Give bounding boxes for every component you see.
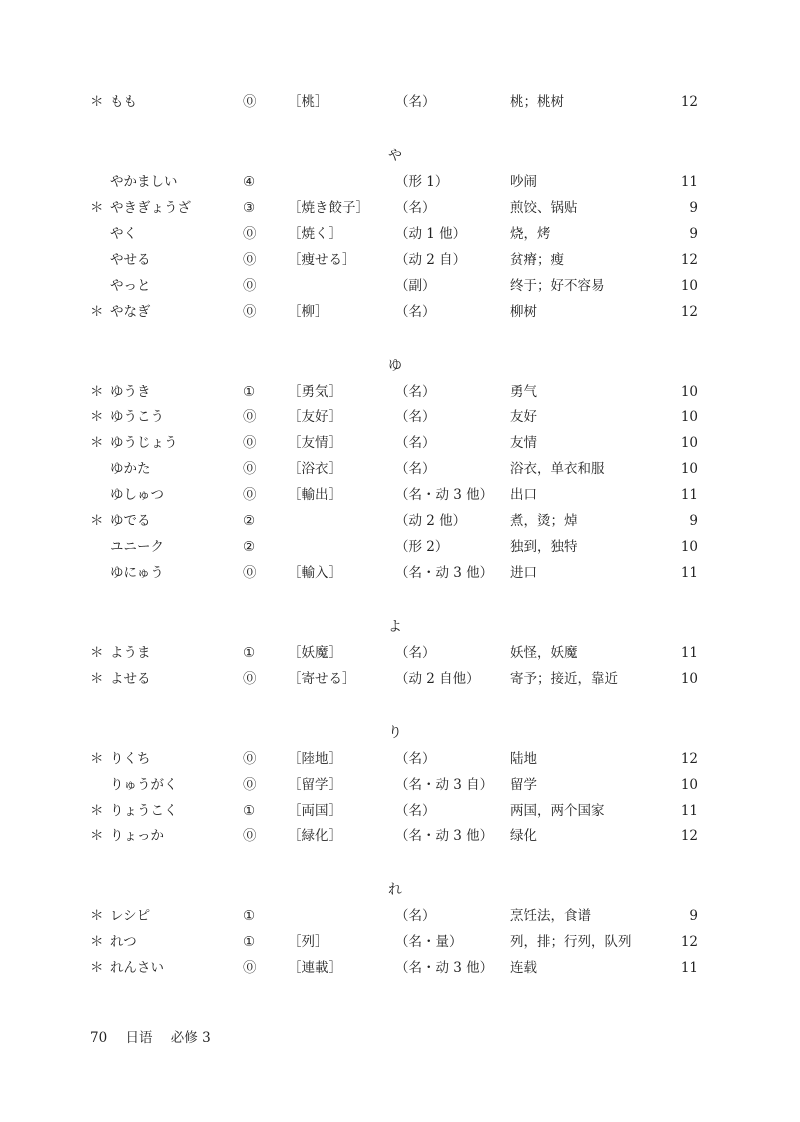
entry-accent: ⓪ — [243, 303, 257, 320]
entry-star-mark: ＊ — [90, 513, 104, 529]
entry-part-of-speech: （名） — [395, 802, 436, 819]
entry-accent: ⓪ — [243, 564, 257, 581]
entry-accent: ① — [243, 383, 256, 400]
entry-meaning: 吵闹 — [510, 174, 537, 190]
entry-meaning: 煎饺、锅贴 — [510, 199, 578, 216]
entry-kanji: ［焼き餃子］ — [288, 199, 369, 216]
entry-kana: りくち — [110, 750, 151, 767]
vocab-entry — [0, 799, 800, 823]
entry-meaning: 终于；好不容易 — [510, 277, 605, 294]
entry-meaning: 连载 — [510, 960, 537, 977]
entry-meaning: 贫瘠；瘦 — [510, 251, 564, 268]
entry-lesson: 9 — [689, 199, 698, 216]
vocab-entry — [0, 380, 800, 404]
entry-part-of-speech: （名） — [395, 199, 436, 216]
entry-meaning: 留学 — [510, 776, 537, 793]
entry-part-of-speech: （名） — [395, 409, 436, 426]
entry-lesson: 10 — [680, 538, 698, 555]
entry-lesson: 10 — [680, 277, 698, 294]
entry-accent: ⓪ — [243, 828, 257, 845]
entry-meaning: 进口 — [510, 564, 537, 581]
entry-lesson: 11 — [680, 487, 698, 504]
entry-accent: ⓪ — [243, 776, 257, 793]
entry-kana: よせる — [110, 670, 151, 687]
vocab-entry — [0, 824, 800, 848]
entry-meaning: 友情 — [510, 435, 537, 452]
entry-kanji: ［連載］ — [288, 960, 342, 977]
entry-lesson: 12 — [680, 251, 698, 268]
entry-accent: ⓪ — [243, 277, 257, 294]
entry-kanji: ［寄せる］ — [288, 670, 356, 687]
vocab-entry — [0, 930, 800, 954]
entry-kana: ゆでる — [110, 513, 151, 529]
entry-kanji: ［友好］ — [288, 409, 342, 426]
entry-kanji: ［輸入］ — [288, 564, 342, 581]
entry-star-mark: ＊ — [90, 199, 104, 216]
entry-lesson: 10 — [680, 435, 698, 452]
entry-meaning: 煮，烫；焯 — [510, 513, 578, 529]
entry-accent: ① — [243, 644, 256, 661]
vocab-entry — [0, 274, 800, 298]
entry-accent: ④ — [243, 174, 256, 190]
entry-part-of-speech: （名・动 3 自） — [395, 776, 494, 793]
entry-part-of-speech: （名） — [395, 644, 436, 661]
vocab-entry — [0, 667, 800, 691]
entry-kanji: ［妖魔］ — [288, 644, 342, 661]
entry-kana: ゆにゅう — [110, 564, 164, 581]
entry-part-of-speech: （名） — [395, 383, 436, 400]
entry-star-mark: ＊ — [90, 802, 104, 819]
entry-lesson: 10 — [680, 383, 698, 400]
entry-kanji: ［痩せる］ — [288, 251, 356, 268]
entry-star-mark: ＊ — [90, 670, 104, 687]
entry-lesson: 12 — [680, 750, 698, 767]
vocab-entry — [0, 483, 800, 507]
entry-star-mark: ＊ — [90, 934, 104, 951]
entry-meaning: 陆地 — [510, 750, 537, 767]
entry-part-of-speech: （名・动 3 他） — [395, 487, 494, 504]
vocab-entry — [0, 904, 800, 928]
entry-kana: やきぎょうざ — [110, 199, 191, 216]
entry-kana: りょっか — [110, 828, 164, 845]
page-footer — [90, 1028, 225, 1048]
entry-kanji: ［両国］ — [288, 802, 342, 819]
entry-lesson: 12 — [680, 828, 698, 845]
entry-lesson: 12 — [680, 94, 698, 110]
entry-part-of-speech: （名） — [395, 303, 436, 320]
book-title: 日语 — [125, 1030, 153, 1046]
vocab-entry — [0, 300, 800, 324]
entry-meaning: 柳树 — [510, 303, 537, 320]
entry-accent: ⓪ — [243, 461, 257, 478]
entry-star-mark: ＊ — [90, 908, 104, 925]
entry-kanji: ［緑化］ — [288, 828, 342, 845]
entry-part-of-speech: （动 2 自他） — [395, 670, 480, 687]
entry-kanji: ［勇気］ — [288, 383, 342, 400]
entry-kanji: ［留学］ — [288, 776, 342, 793]
entry-lesson: 11 — [680, 564, 698, 581]
entry-lesson: 11 — [680, 644, 698, 661]
section-heading: や — [388, 148, 402, 164]
entry-meaning: 友好 — [510, 409, 537, 426]
entry-kana: ゆかた — [110, 461, 151, 478]
entry-kana: やく — [110, 225, 137, 242]
vocab-entry — [0, 509, 800, 533]
entry-star-mark: ＊ — [90, 303, 104, 320]
vocab-entry — [0, 90, 800, 114]
section-heading: れ — [388, 882, 402, 899]
entry-lesson: 10 — [680, 776, 698, 793]
section-heading: よ — [388, 618, 402, 635]
entry-star-mark: ＊ — [90, 94, 104, 110]
entry-star-mark: ＊ — [90, 409, 104, 426]
entry-kana: ゆうき — [110, 383, 151, 400]
entry-part-of-speech: （名・动 3 他） — [395, 960, 494, 977]
section-heading: ゆ — [388, 357, 402, 374]
vocab-entry — [0, 535, 800, 559]
vocab-entry — [0, 561, 800, 585]
entry-lesson: 9 — [689, 225, 698, 242]
entry-kanji: ［列］ — [288, 934, 329, 951]
entry-kanji: ［輸出］ — [288, 487, 342, 504]
entry-accent: ① — [243, 802, 256, 819]
entry-meaning: 烹饪法，食谱 — [510, 908, 591, 925]
entry-kana: もも — [110, 94, 137, 110]
entry-kana: やせる — [110, 251, 151, 268]
entry-accent: ⓪ — [243, 960, 257, 977]
entry-kanji: ［浴衣］ — [288, 461, 342, 478]
entry-accent: ⓪ — [243, 225, 257, 242]
entry-kanji: ［焼く］ — [288, 225, 342, 242]
entry-accent: ③ — [243, 199, 256, 216]
vocab-entry — [0, 405, 800, 429]
vocab-entry — [0, 431, 800, 455]
entry-part-of-speech: （动 2 自） — [395, 251, 467, 268]
entry-part-of-speech: （形 2） — [395, 538, 449, 555]
entry-kana: やかましい — [110, 174, 178, 190]
vocab-entry — [0, 641, 800, 665]
entry-accent: ⓪ — [243, 670, 257, 687]
vocab-entry — [0, 457, 800, 481]
entry-accent: ① — [243, 908, 256, 925]
entry-part-of-speech: （名・动 3 他） — [395, 828, 494, 845]
entry-meaning: 独到，独特 — [510, 538, 578, 555]
section-heading: り — [388, 724, 402, 741]
entry-lesson: 10 — [680, 409, 698, 426]
vocab-entry — [0, 773, 800, 797]
entry-part-of-speech: （名） — [395, 461, 436, 478]
entry-kana: ようま — [110, 644, 151, 661]
entry-lesson: 9 — [689, 908, 698, 925]
entry-accent: ⓪ — [243, 251, 257, 268]
entry-star-mark: ＊ — [90, 435, 104, 452]
entry-accent: ② — [243, 513, 256, 529]
entry-part-of-speech: （形 1） — [395, 174, 449, 190]
entry-kana: ゆしゅつ — [110, 487, 164, 504]
entry-kanji: ［柳］ — [288, 303, 329, 320]
entry-part-of-speech: （名） — [395, 908, 436, 925]
entry-meaning: 勇气 — [510, 383, 537, 400]
entry-lesson: 11 — [680, 802, 698, 819]
entry-meaning: 桃；桃树 — [510, 94, 564, 110]
vocab-entry — [0, 170, 800, 194]
entry-kanji: ［桃］ — [288, 94, 329, 110]
entry-accent: ⓪ — [243, 94, 257, 110]
page-number: 70 — [90, 1030, 108, 1046]
entry-accent: ⓪ — [243, 435, 257, 452]
entry-star-mark: ＊ — [90, 644, 104, 661]
entry-lesson: 9 — [689, 513, 698, 529]
entry-kana: やなぎ — [110, 303, 151, 320]
vocab-entry — [0, 196, 800, 220]
entry-kana: ユニーク — [110, 538, 164, 555]
entry-lesson: 12 — [680, 303, 698, 320]
entry-part-of-speech: （名） — [395, 750, 436, 767]
entry-kana: れつ — [110, 934, 137, 951]
entry-star-mark: ＊ — [90, 828, 104, 845]
entry-lesson: 11 — [680, 174, 698, 190]
vocab-entry — [0, 747, 800, 771]
entry-meaning: 妖怪，妖魔 — [510, 644, 578, 661]
entry-part-of-speech: （名・动 3 他） — [395, 564, 494, 581]
entry-kana: りゅうがく — [110, 776, 178, 793]
entry-part-of-speech: （名・量） — [395, 934, 463, 951]
entry-accent: ⓪ — [243, 487, 257, 504]
entry-lesson: 10 — [680, 461, 698, 478]
entry-accent: ⓪ — [243, 750, 257, 767]
entry-part-of-speech: （名） — [395, 435, 436, 452]
entry-lesson: 10 — [680, 670, 698, 687]
entry-meaning: 两国，两个国家 — [510, 802, 605, 819]
entry-meaning: 烧，烤 — [510, 225, 551, 242]
book-volume: 必修 3 — [170, 1030, 211, 1046]
entry-kanji: ［友情］ — [288, 435, 342, 452]
entry-accent: ② — [243, 538, 256, 555]
vocab-entry — [0, 222, 800, 246]
entry-kana: やっと — [110, 277, 151, 294]
entry-accent: ⓪ — [243, 409, 257, 426]
entry-star-mark: ＊ — [90, 383, 104, 400]
entry-kanji: ［陸地］ — [288, 750, 342, 767]
entry-star-mark: ＊ — [90, 960, 104, 977]
entry-accent: ① — [243, 934, 256, 951]
entry-meaning: 出口 — [510, 487, 537, 504]
entry-lesson: 11 — [680, 960, 698, 977]
entry-meaning: 浴衣，单衣和服 — [510, 461, 605, 478]
entry-kana: ゆうじょう — [110, 435, 178, 452]
entry-meaning: 绿化 — [510, 828, 537, 845]
entry-kana: りょうこく — [110, 802, 178, 819]
entry-meaning: 寄予；接近，靠近 — [510, 670, 618, 687]
entry-star-mark: ＊ — [90, 750, 104, 767]
vocab-entry — [0, 248, 800, 272]
entry-part-of-speech: （动 1 他） — [395, 225, 467, 242]
entry-part-of-speech: （动 2 他） — [395, 513, 467, 529]
entry-kana: れんさい — [110, 960, 164, 977]
vocab-entry — [0, 956, 800, 980]
entry-kana: ゆうこう — [110, 409, 164, 426]
entry-kana: レシピ — [110, 908, 151, 925]
entry-lesson: 12 — [680, 934, 698, 951]
entry-meaning: 列，排；行列，队列 — [510, 934, 632, 951]
entry-part-of-speech: （名） — [395, 94, 436, 110]
entry-part-of-speech: （副） — [395, 277, 436, 294]
